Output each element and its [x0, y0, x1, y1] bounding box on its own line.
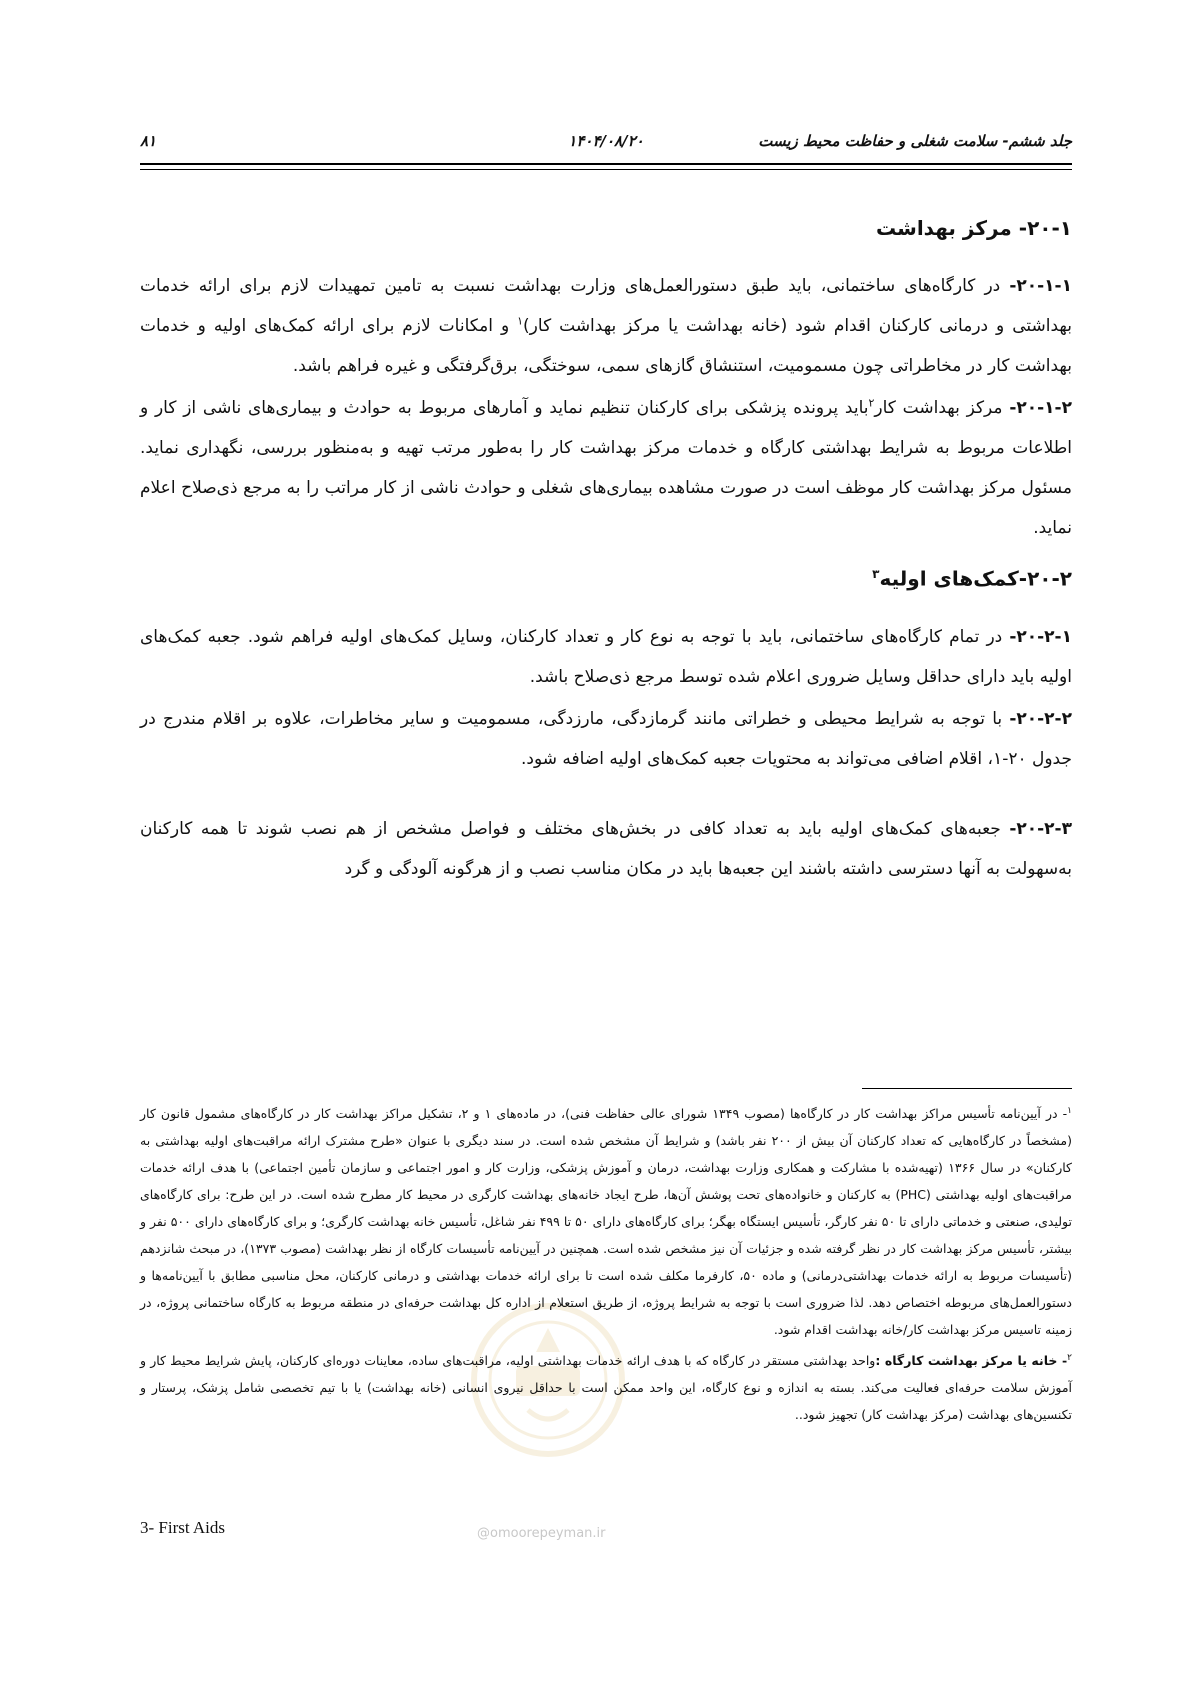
watermark-site: @omoorepeyman.ir: [477, 1526, 606, 1541]
footnote-2: $^۲$- خانه یا مرکز بهداشت کارگاه :واحد بهداشتی مستقر در کارگاه که با هدف ارائه خدمات بهداشتی اولیه، مراقبت‌های ساده، معاینات دوره‌ای کارکنان، پایش شرایط محیط کار و آموزش سلامت حرفه‌ای فعالیت می‌کند. بسته به اندازه و نوع کارگاه، این واحد ممکن است با حداقل نیروی انسانی (خانه بهداشت) یا با تیم تخصصی شامل پزشک، پرستار و تکنسین‌های بهداشت (مرکز بهداشت کار) تجهیز شود..: [140, 1352, 1072, 1422]
footnote-rule: [862, 1088, 1072, 1089]
paragraph-20-1-1: ۲۰-۱-۱- در کارگاه‌های ساختمانی، باید طبق دستورالعمل‌های وزارت بهداشت نسبت به تامین تمهیدات لازم برای ارائه خدمات بهداشتی و درمانی کارکنان اقدام شود (خانه بهداشت یا مرکز بهداشت کار)$^۱$ و امکانات لازم برای ارائه کمک‌های اولیه و خدمات بهداشت کار در مخاطراتی چون مسمومیت، استنشاق گازهای سمی، سوختگی، برق‌گرفتگی و غیره فراهم باشد.: [140, 276, 1072, 376]
footnote-ref-3[interactable]: ۳: [872, 567, 880, 581]
clause-number: ۲۰-۱-۲-: [1009, 398, 1072, 418]
paragraph-gap: [140, 781, 1072, 809]
book-title: جلد ششم- سلامت شغلی و حفاظت محیط زیست: [758, 132, 1072, 150]
footnote-ref-2[interactable]: ۲: [868, 396, 875, 410]
clause-number: ۲۰-۲-۱-: [1009, 626, 1072, 647]
paragraph-20-2-2: ۲۰-۲-۲- با توجه به شرایط محیطی و خطراتی مانند گرمازدگی، مارزدگی، مسمومیت و سایر مخاطرات، علاوه بر اقلام مندرج در جدول ۲۰-۱، اقلام اضافی می‌تواند به محتویات جعبه کمک‌های اولیه اضافه شود.: [140, 708, 1072, 769]
paragraph-20-1-2: ۲۰-۱-۲- مرکز بهداشت کار$^۲$باید پرونده پزشکی برای کارکنان تنظیم نماید و آمارهای مربوط به حوادث و بیماری‌های ناشی از کار و اطلاعات مربوط به شرایط بهداشتی کارگاه و خدمات مرکز بهداشت کار را به‌طور مرتب تهیه و به‌منظور بررسی، نگهداری نماید. مسئول مرکز بهداشت کار موظف است در صورت مشاهده بیماری‌های شغلی و حوادث ناشی از کار مراتب را به مرجع ذی‌صلاح اعلام نماید.: [140, 396, 1072, 538]
section-heading-health-center: ۲۰-۱- مرکز بهداشت: [875, 216, 1072, 240]
page-number: ۸۱: [140, 132, 157, 150]
footnote-1: $^۱$- در آیین‌نامه تأسیس مراکز بهداشت کار در کارگاه‌ها (مصوب ۱۳۴۹ شورای عالی حفاظت فنی)، در ماده‌های ۱ و ۲، تشکیل مراکز بهداشت کار در کارگاه‌های مشمول قانون کار (مشخصاً در کارگاه‌هایی که تعداد کارکنان آن بیش از ۲۰۰ نفر باشد) و شرایط آن مشخص شده است. در سند دیگری با عنوان «طرح مشترک ارائه مراقبت‌های اولیه بهداشتی به کارکنان» در سال ۱۳۶۶ (تهیه‌شده با مشارکت و همکاری وزارت بهداشت، درمان و آموزش پزشکی، وزارت کار و امور اجتماعی و سازمان تأمین اجتماعی) با هدف ارائه خدمات مراقبت‌های اولیه بهداشتی (PHC) به کارکنان و خانواده‌های تحت پوشش آن‌ها، طرح ایجاد خانه‌های بهداشت کارگری در محیط کار مطرح شده است. در این طرح: برای کارگاه‌های تولیدی، صنعتی و خدماتی دارای تا ۵۰ نفر کارگر، تأسیس ایستگاه بهگر؛ برای کارگاه‌های دارای ۵۰ تا ۴۹۹ نفر شاغل، تأسیس خانه بهداشت کارگری؛ و برای کارگاه‌های دارای ۵۰۰ نفر و بیشتر، تأسیس مرکز بهداشت کار در نظر گرفته شده و جزئیات آن نیز مشخص شده است. همچنین در آیین‌نامه تأسیسات کارگاه از نظر بهداشت (مصوب ۱۳۷۳)، در مبحث شانزدهم (تأسیسات مربوط به ارائه خدمات بهداشتی‌درمانی) و ماده ۵۰، کارفرما مکلف شده است تا برای ارائه خدمات بهداشتی و درمانی کارکنان، محل مناسبی مطابق با آیین‌نامه‌ها و دستورالعمل‌های مربوطه اختصاص دهد. لذا ضروری است با توجه به شرایط پروژه، از طریق استعلام از اداره کل بهداشت حرفه‌ای در منطقه مربوط به کارگاه ساختمانی پروژه، در زمینه تاسیس مرکز بهداشت کار/خانه بهداشت اقدام شود.: [140, 1105, 1073, 1337]
footnotes: [140, 1100, 1072, 1432]
footnote-3: 3- First Aids: [140, 1518, 226, 1537]
clause-number: ۲۰-۱-۱-: [1009, 276, 1072, 296]
clause-number: ۲۰-۲-۳-: [1009, 818, 1072, 839]
clause-number: ۲۰-۲-۲-: [1009, 708, 1072, 729]
paragraph-20-2-3: ۲۰-۲-۳- جعبه‌های کمک‌های اولیه باید به تعداد کافی در بخش‌های مختلف و فواصل مشخص از هم نصب شوند تا همه کارکنان به‌سهولت به آنها دسترسی داشته باشند این جعبه‌ها باید در مکان مناسب نصب و از هرگونه آلودگی و گرد: [140, 818, 1072, 879]
main-text: [140, 210, 1072, 891]
header-date: ۱۴۰۴/۰۸/۲۰: [568, 132, 644, 150]
section-heading-first-aid: ۲۰-۲-کمک‌های اولیه$^۳$: [872, 566, 1072, 591]
header-rule: [140, 163, 1072, 170]
paragraph-20-2-1: ۲۰-۲-۱- در تمام کارگاه‌های ساختمانی، باید با توجه به نوع کار و تعداد کارکنان، وسایل کمک‌های اولیه فراهم شود. جعبه کمک‌های اولیه باید دارای حداقل وسایل ضروری اعلام شده توسط مرجع ذی‌صلاح باشد.: [140, 626, 1072, 687]
running-header: [140, 128, 1072, 158]
footnote-ref-1[interactable]: ۱: [517, 314, 524, 328]
